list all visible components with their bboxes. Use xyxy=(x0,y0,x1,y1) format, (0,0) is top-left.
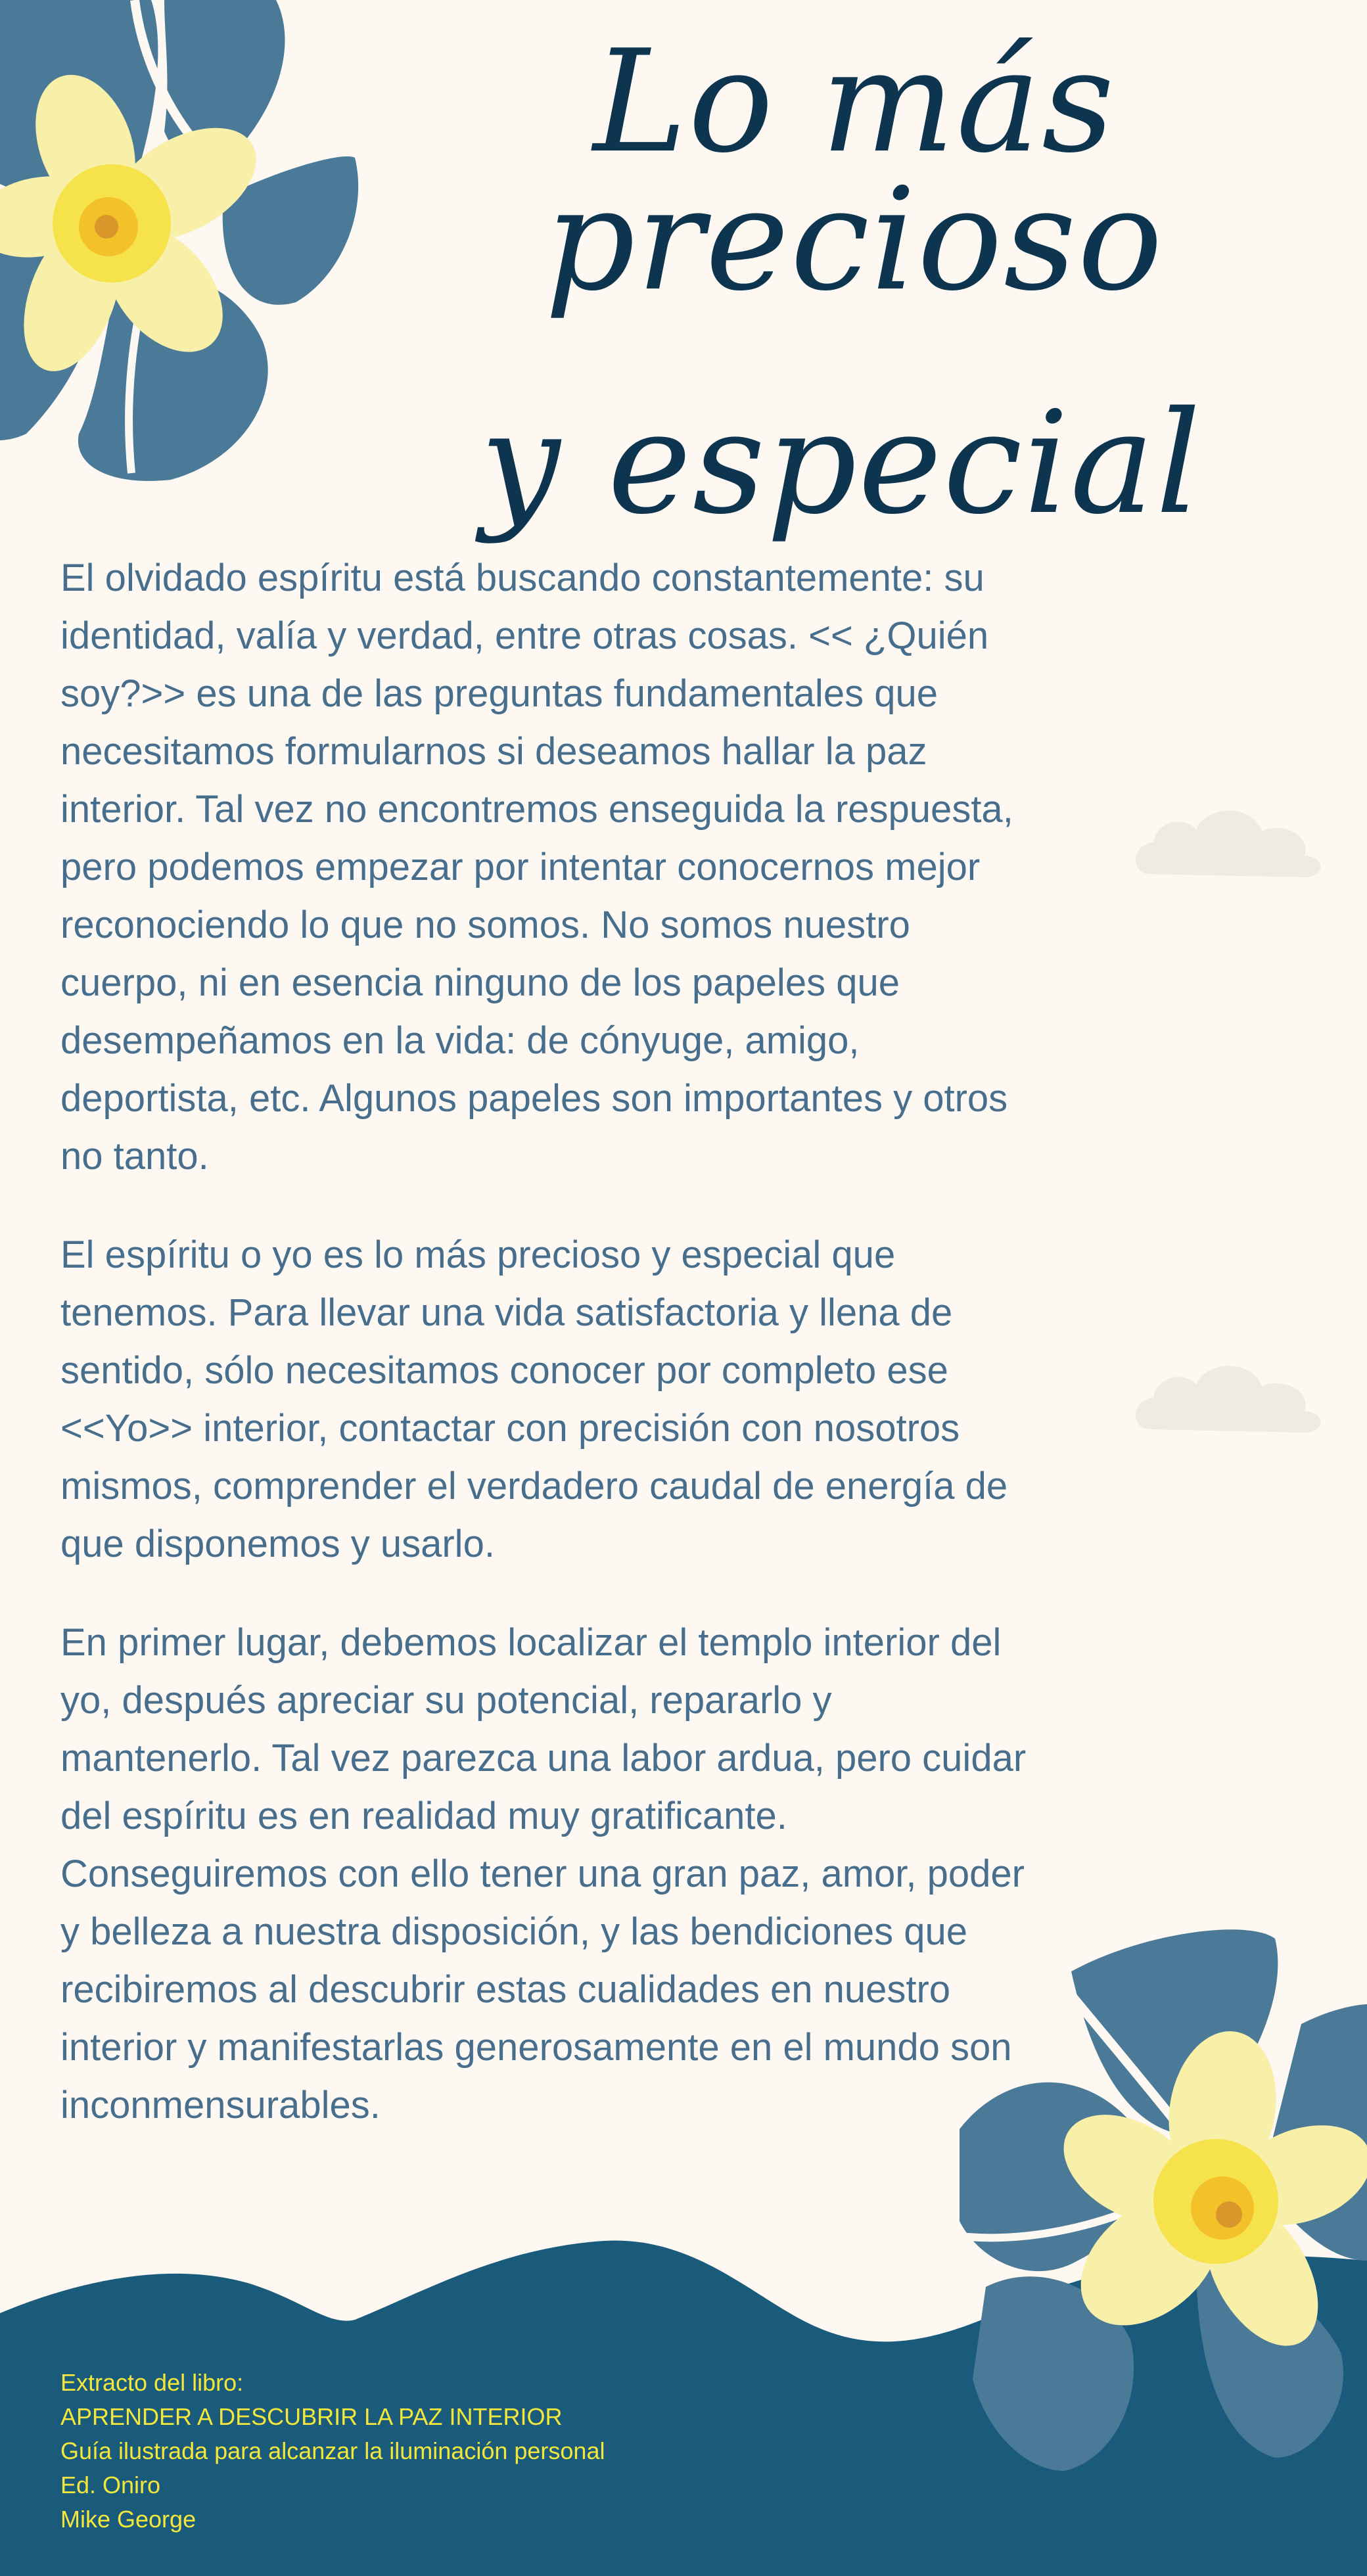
paragraph: El olvidado espíritu está buscando constantemente: su identidad, valía y verdad, entre otras cosas. << ¿Quién soy?>> es una de las preguntas fundamentales que necesitamos formularnos si deseamos hallar la paz interior. Tal vez no encontremos enseguida la respuesta, pero podemos empezar por intentar conocernos mejor reconociendo lo que no somos. No somos nuestro cuerpo, ni en esencia ninguno de los papeles que desempeñamos en la vida: de cónyuge, amigo, deportista, etc. Algunos papeles son importantes y otros no tanto. xyxy=(60,557,1013,1178)
cloud-icon xyxy=(1130,1350,1328,1449)
credits-intro: Extracto del libro: xyxy=(60,2369,244,2396)
credits-book-title: APRENDER A DESCUBRIR LA PAZ INTERIOR xyxy=(60,2403,563,2430)
title-line-2: y especial xyxy=(480,380,1203,545)
top-flower-icon xyxy=(0,0,368,486)
body-text xyxy=(60,549,1033,2175)
credits-subtitle: Guía ilustrada para alcanzar la iluminación personal xyxy=(60,2437,605,2464)
paragraph: El espíritu o yo es lo más precioso y especial que tenemos. Para llevar una vida satisfactoria y llena de sentido, sólo necesitamos conocer por completo ese <<Yo>> interior, contactar con precisión con nosotros mismos, comprender el verdadero caudal de energía de que disponemos y usarlo. xyxy=(60,1233,1008,1565)
paragraph: En primer lugar, debemos localizar el templo interior del yo, después apreciar su potencial, repararlo y mantenerlo. Tal vez parezca una labor ardua, pero cuidar del espíritu es en realidad muy gratificante. Conseguiremos con ello tener una gran paz, amor, poder y belleza a nuestra disposición, y las bendiciones que recibiremos al descubrir estas cualidades en nuestro interior y manifestarlas generosamente en el mundo son inconmensurables. xyxy=(60,1621,1027,2127)
title-line-1: Lo más precioso xyxy=(544,19,1165,322)
credits-publisher: Ed. Oniro xyxy=(60,2472,161,2498)
credits-author: Mike George xyxy=(60,2506,197,2533)
page-title xyxy=(368,7,1341,545)
cloud-icon xyxy=(1130,795,1328,894)
book-credits xyxy=(60,2366,981,2537)
